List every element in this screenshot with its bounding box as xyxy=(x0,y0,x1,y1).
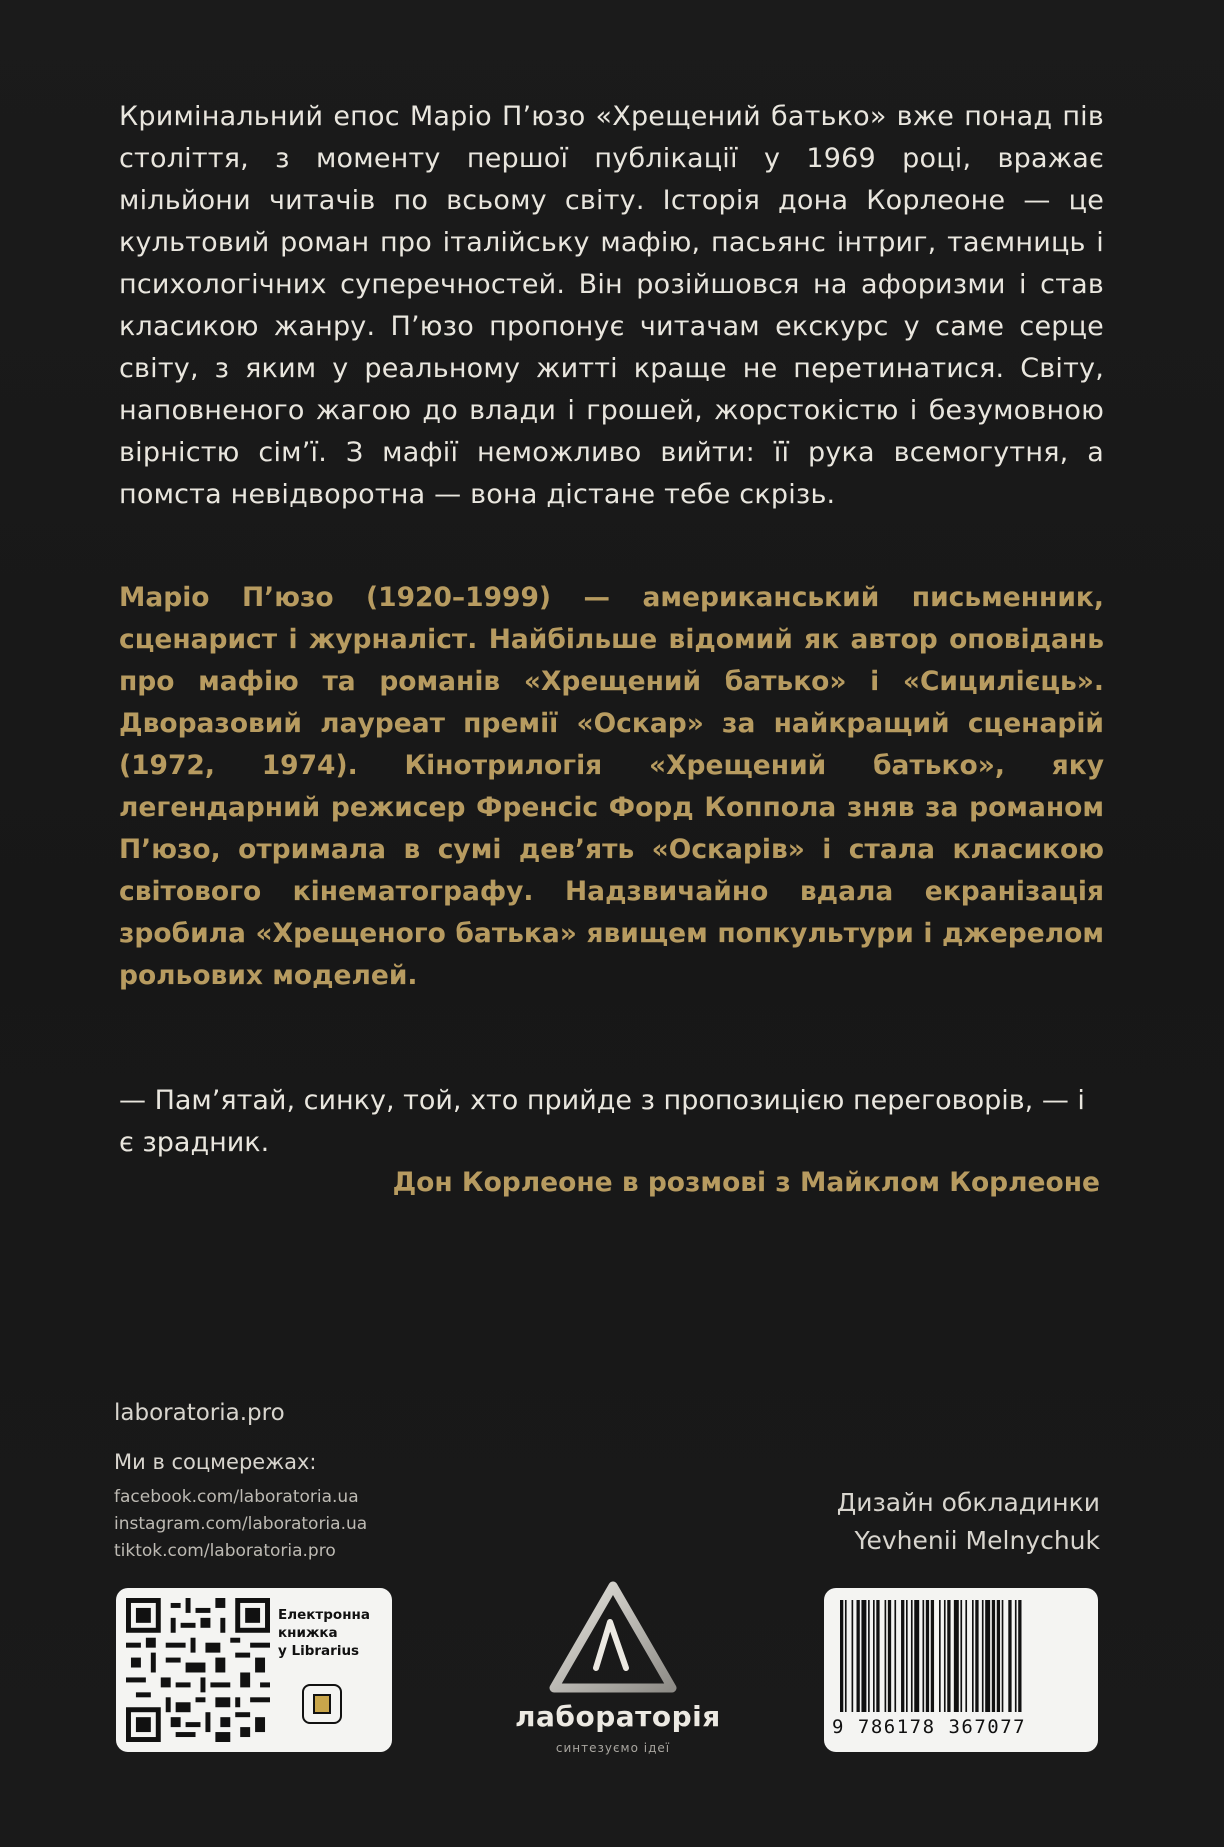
design-credit-label: Дизайн обкладинки xyxy=(836,1488,1100,1517)
barcode-bar xyxy=(972,1600,974,1712)
barcode-icon xyxy=(836,1600,1086,1712)
design-credit xyxy=(837,1484,1100,1560)
social-link-tiktok: tiktok.com/laboratoria.pro xyxy=(114,1541,336,1561)
barcode-bar xyxy=(852,1600,854,1712)
book-blurb: Кримінальний епос Маріо П’юзо «Хрещений батько» вже понад пів століття, з моменту першої публікації у 1969 році, вражає мільйони читачів по всьому світу. Історія дона Корлеоне — це культовий роман про італійську мафію, пасьянс інтриг, таємниць і психологічних суперечностей. Він розійшовся на афоризми і став класикою жанру. П’юзо пропонує читачам екскурс у саме серце світу, з яким у реальному житті краще не перетинатися. Світу, наповненого жагою до влади і грошей, жорстокістю і безумовною вірністю сім’ї. З мафії неможливо вийти: її рука всемогутня, а помста невідворотна — вона дістане тебе скрізь. xyxy=(119,101,1104,510)
social-heading: Ми в соцмережах: xyxy=(114,1450,317,1474)
barcode-bar xyxy=(923,1600,925,1712)
barcode-bar xyxy=(982,1600,984,1712)
ebook-qr-card xyxy=(116,1588,392,1752)
barcode-bar xyxy=(997,1600,1000,1712)
barcode-bar xyxy=(861,1600,866,1712)
publisher-website: laboratoria.pro xyxy=(114,1400,285,1426)
barcode-bar xyxy=(939,1600,941,1712)
barcode-bar xyxy=(840,1600,843,1712)
barcode-bar xyxy=(894,1600,896,1712)
barcode-bar xyxy=(965,1600,967,1712)
barcode-bar xyxy=(901,1600,904,1712)
isbn-barcode-card xyxy=(824,1588,1098,1752)
barcode-bar xyxy=(885,1600,887,1712)
barcode-bar xyxy=(947,1600,950,1712)
librarius-icon xyxy=(302,1684,342,1724)
qr-code-icon xyxy=(126,1598,270,1742)
barcode-bar xyxy=(960,1600,962,1712)
quote-text: — Пам’ятай, синку, той, хто прийде з пропозицією переговорів, — і є зрадник. xyxy=(119,1085,1085,1158)
barcode-bar xyxy=(876,1600,879,1712)
barcode-bar xyxy=(873,1600,875,1712)
design-credit-designer: Yevhenii Melnychuk xyxy=(854,1526,1100,1555)
barcode-bar xyxy=(985,1600,990,1712)
publisher-logo-tagline: синтезуємо ідеї xyxy=(555,1741,671,1755)
ebook-label xyxy=(278,1606,388,1660)
author-bio: Маріо П’юзо (1920–1999) — американський письменник, сценарист і журналіст. Найбільше відомий як автор оповідань про мафію та романів «Хрещений батько» і «Сицилієць». Дворазовий лауреат премії «Оскар» за найкращий сценарій (1972, 1974). Кінотрилогія «Хрещений батько», яку легендарний режисер Френсіс Форд Коппола зняв за романом П’юзо, отримала в сумі дев’ять «Оскарів» і стала класикою світового кінематографу. Надзвичайно вдала екранізація зробила «Хрещеного батька» явищем попкультури і джерелом рольових моделей. xyxy=(119,582,1104,991)
barcode-bar xyxy=(992,1600,995,1712)
barcode-bar xyxy=(914,1600,919,1712)
ebook-label-line1: Електронна xyxy=(278,1607,370,1623)
barcode-bar xyxy=(1002,1600,1004,1712)
triangle-logo-icon xyxy=(548,1580,678,1700)
barcode-bar xyxy=(926,1600,929,1712)
publisher-logo-name: лабораторія xyxy=(515,1700,721,1733)
social-link-facebook: facebook.com/laboratoria.ua xyxy=(114,1487,359,1507)
barcode-bar xyxy=(1015,1600,1017,1712)
barcode-bar xyxy=(944,1600,946,1712)
social-links xyxy=(114,1484,367,1565)
isbn-digits: 9 786178 367077 xyxy=(832,1716,1027,1738)
ebook-label-line2: книжка xyxy=(278,1625,338,1641)
ebook-label-line3: у Librarius xyxy=(278,1643,360,1659)
barcode-bar xyxy=(906,1600,908,1712)
barcode-bar xyxy=(954,1600,959,1712)
barcode-bar xyxy=(911,1600,913,1712)
publisher-logo xyxy=(515,1580,721,1755)
quote-source: Дон Корлеоне в розмові з Майклом Корлеоне xyxy=(392,1167,1100,1198)
barcode-bar xyxy=(1008,1600,1011,1712)
barcode-bar xyxy=(868,1600,870,1712)
barcode-bar xyxy=(975,1600,978,1712)
social-link-instagram: instagram.com/laboratoria.ua xyxy=(114,1514,368,1534)
barcode-bar xyxy=(931,1600,934,1712)
barcode-bar xyxy=(888,1600,891,1712)
barcode-bar xyxy=(857,1600,860,1712)
barcode-bar xyxy=(1018,1600,1021,1712)
barcode-bar xyxy=(845,1600,847,1712)
